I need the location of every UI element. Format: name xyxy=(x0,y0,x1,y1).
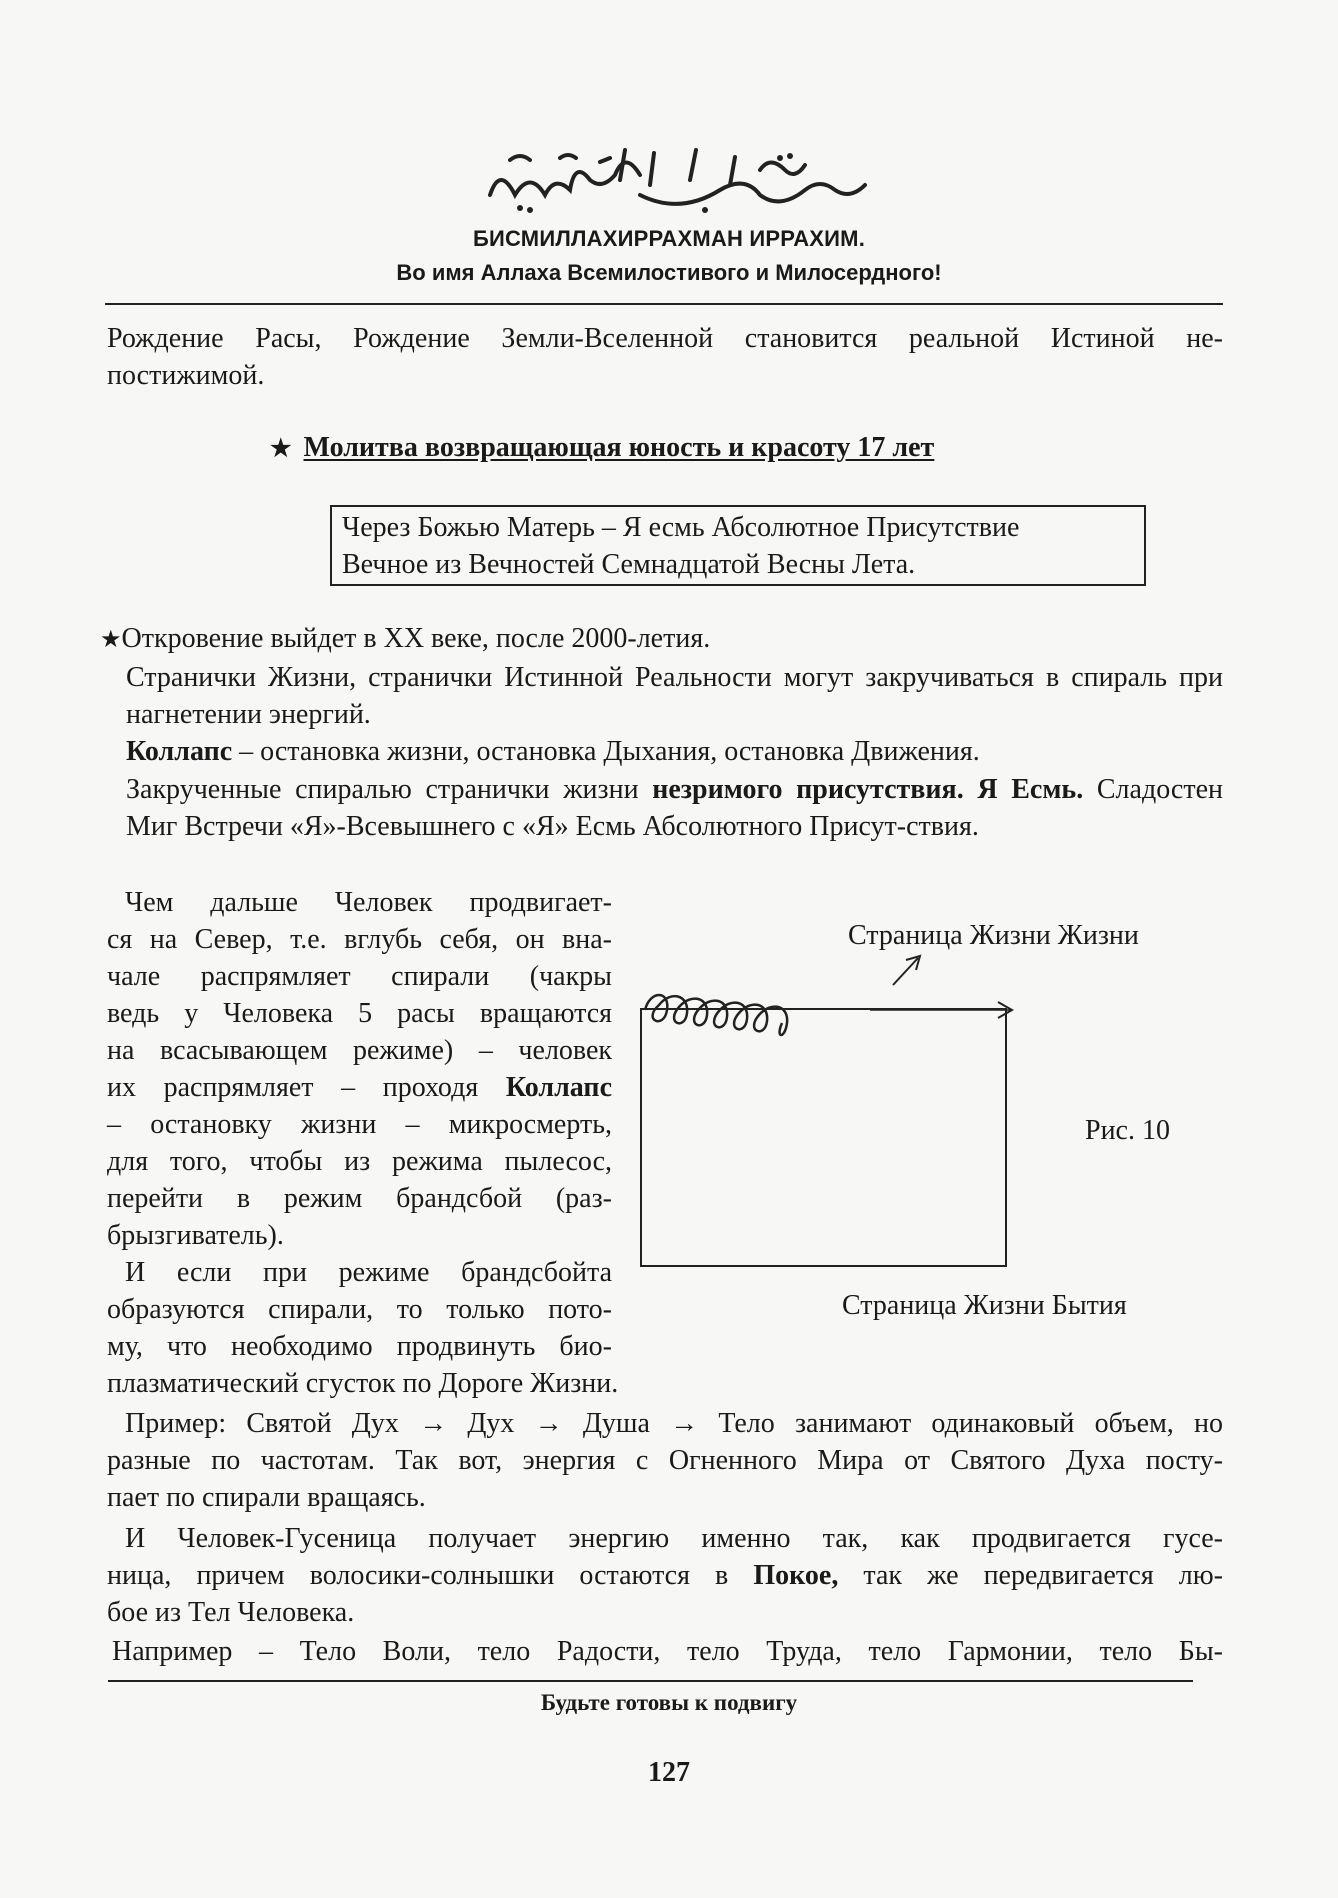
spiral-text-start: Закрученные спиралью странички жизни xyxy=(126,774,653,805)
figure-caption: Рис. 10 xyxy=(1085,1115,1170,1146)
column-line: для того, чтобы из режима пылесос, xyxy=(107,1146,612,1177)
column-line: Чем дальше Человек продвигает- xyxy=(125,887,612,918)
figure-label-top: Страница Жизни Жизни xyxy=(848,920,1139,951)
caterpillar-text: так же передвигается лю- xyxy=(838,1560,1224,1591)
column-line: на всасывающем режиме) – человек xyxy=(107,1035,612,1066)
header-divider xyxy=(105,303,1223,305)
column-line: – остановку жизни – микросмерть, xyxy=(107,1109,612,1140)
left-column xyxy=(107,884,619,1402)
caterpillar-paragraph xyxy=(107,1520,1223,1631)
revelation-text: Откровение выйдет в XX веке, после 2000-летия. xyxy=(121,623,711,654)
prayer-line-1: Через Божью Матерь – Я есмь Абсолютное Присутствие xyxy=(342,512,1020,543)
intro-line-2: постижимой. xyxy=(107,360,265,391)
prayer-line-2: Вечное из Вечностей Семнадцатой Весны Лета. xyxy=(342,549,916,580)
star-icon: ★ xyxy=(100,627,122,653)
arrow-head xyxy=(998,1002,1012,1018)
prayer-heading-text: Молитва возвращающая юность и красоту 17 лет xyxy=(303,432,935,463)
column-line: ся на Север, т.е. вглубь себя, он вна- xyxy=(107,924,612,955)
collapse-term: Коллапс xyxy=(126,736,233,767)
column-line: перейти в режим брандсбой (раз- xyxy=(107,1183,612,1214)
header-title: БИСМИЛЛАХИРРАХМАН ИРРАХИМ. xyxy=(472,226,866,251)
example-paragraph xyxy=(107,1405,1223,1516)
rest-term: Покое, xyxy=(753,1560,839,1591)
column-line: брызгиватель). xyxy=(107,1220,284,1251)
prayer-box xyxy=(330,505,1146,586)
column-line: плазматический сгусток по Дороге Жизни. xyxy=(107,1368,619,1399)
prayer-heading xyxy=(270,432,934,464)
calligraphy-drawing xyxy=(0,140,1338,220)
caterpillar-line-2 xyxy=(107,1557,1223,1594)
column-line: И если при режиме брандсбойта xyxy=(125,1257,612,1288)
arabic-calligraphy xyxy=(0,140,1338,220)
column-text: их распрямляет – проходя xyxy=(107,1072,506,1103)
revelation-paragraph: Странички Жизни, странички Истинной Реальности могут закручиваться в спираль при нагнетении энергий. xyxy=(126,662,1223,730)
spiral-text-bold: незримого присутствия. Я Есмь. xyxy=(652,774,1084,805)
footer-motto: Будьте готовы к подвигу xyxy=(540,1690,798,1715)
collapse-paragraph xyxy=(126,733,1223,770)
caterpillar-line-3: бое из Тел Человека. xyxy=(107,1597,355,1628)
pointer-head xyxy=(906,956,920,970)
spiral-curl xyxy=(645,995,787,1035)
header-subtitle: Во имя Аллаха Всемилостивого и Милосердного! xyxy=(396,260,942,285)
collapse-definition: – остановка жизни, остановка Дыхания, остановка Движения. xyxy=(232,736,980,767)
page-number: 127 xyxy=(648,1757,690,1788)
figure-label-bottom: Страница Жизни Бытия xyxy=(842,1290,1127,1321)
example-line-1: Пример: Святой Дух → Дух → Душа → Тело занимают одинаковый объем, но xyxy=(125,1408,1223,1439)
intro-line-1: Рождение Расы, Рождение Земли-Вселенной становится реальной Истиной не- xyxy=(107,323,1223,354)
example-line-2: разные по частотам. Так вот, энергия с Огненного Мира от Святого Духа посту- xyxy=(107,1445,1223,1476)
spiral-paragraph xyxy=(126,771,1223,845)
caterpillar-text: ница, причем волосики-солнышки остаются в xyxy=(107,1560,754,1591)
revelation-line xyxy=(100,620,1225,659)
column-line: чале распрямляет спирали (чакры xyxy=(107,961,612,992)
page-rectangle xyxy=(641,1009,1006,1266)
pointer-line xyxy=(893,958,918,985)
column-line xyxy=(107,1069,612,1106)
column-line: образуются спирали, то только пото- xyxy=(107,1294,612,1325)
collapse-term: Коллапс xyxy=(505,1072,612,1103)
caterpillar-line-1: И Человек-Гусеница получает энергию именно так, как продвигается гусе- xyxy=(125,1523,1223,1554)
star-icon: ★ xyxy=(270,436,292,462)
last-line: Например – Тело Воли, тело Радости, тело Труда, тело Гармонии, тело Бы- xyxy=(112,1636,1223,1667)
footer-divider xyxy=(108,1680,1193,1682)
column-line: му, что необходимо продвинуть био- xyxy=(107,1331,612,1362)
intro-paragraph xyxy=(107,320,1223,394)
example-line-3: пает по спирали вращаясь. xyxy=(107,1482,426,1513)
column-line: ведь у Человека 5 расы вращаются xyxy=(107,998,612,1029)
spiral-text-end: Сладостен Миг Встречи «Я»-Всевышнего с «Я» Есмь Абсолютного Присут-ствия. xyxy=(126,774,1223,842)
